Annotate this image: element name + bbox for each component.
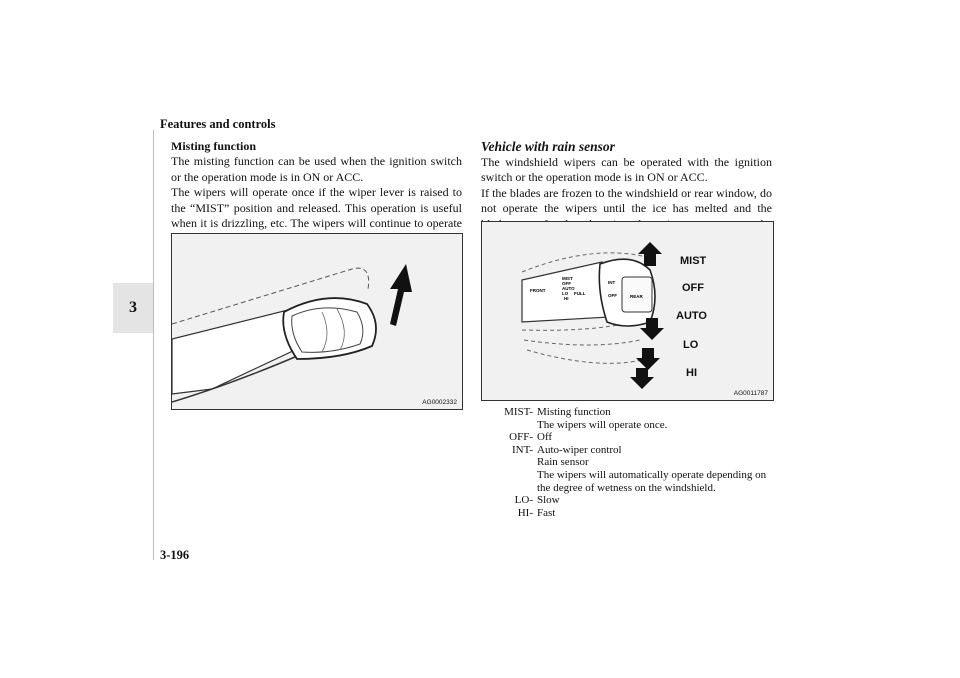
legend-text: Off <box>537 431 553 444</box>
position-label-off: OFF <box>682 282 704 294</box>
legend-text: Auto-wiper control <box>537 443 622 456</box>
wiper-switch-illustration <box>482 222 773 400</box>
switch-label-int: INT <box>608 280 616 285</box>
switch-label-auto: AUTO <box>562 286 575 291</box>
left-column <box>171 139 462 247</box>
position-label-mist: MIST <box>680 255 707 267</box>
figure-code-left: AG0002332 <box>422 399 457 406</box>
misting-paragraph-2: The wipers will operate once if the wiper lever is raised to the “MIST” position and released. This operation is useful when it is drizzling, etc. The wipers will continue to operate <box>171 185 462 231</box>
legend-row-off <box>481 431 772 444</box>
switch-label-off: OFF <box>562 281 571 286</box>
legend-row-hi <box>481 507 772 520</box>
position-label-auto: AUTO <box>676 310 707 322</box>
switch-label-off2: OFF <box>608 293 617 298</box>
legend-key: OFF- <box>509 431 533 444</box>
legend-row-int <box>481 444 772 494</box>
legend-key: MIST- <box>504 406 533 418</box>
misting-paragraph-1: The misting function can be used when the ignition switch or the operation mode is in ON or ACC. <box>171 154 462 184</box>
page-number: 3-196 <box>160 548 190 562</box>
legend-row-mist <box>481 406 772 431</box>
switch-label-mist: MIST <box>562 276 573 281</box>
legend-text: Slow <box>537 494 560 507</box>
figure-code-right: AG0011787 <box>733 390 768 397</box>
switch-label-front: FRONT <box>530 288 546 293</box>
legend-key: HI- <box>517 506 533 519</box>
switch-label-hi: HI <box>564 296 569 301</box>
rain-sensor-paragraph-2: If the blades are frozen to the windshield or rear window, do not operate the wipers until the ice has melted and the <box>481 185 772 216</box>
wiper-lever-figure <box>171 233 463 410</box>
legend-row-lo <box>481 494 772 507</box>
position-label-hi: HI <box>686 367 697 379</box>
legend-text: The wipers will operate once. <box>537 418 668 431</box>
switch-label-rear: REAR <box>630 294 643 299</box>
legend-text: Misting function <box>537 406 611 418</box>
legend-text: The wipers will automatically operate depending on the degree of wetness on the windshield. <box>537 468 767 494</box>
position-legend <box>481 406 772 519</box>
switch-label-full: FULL <box>574 291 586 296</box>
chapter-divider <box>153 130 154 560</box>
legend-text: Rain sensor <box>537 456 589 469</box>
rain-sensor-heading: Vehicle with rain sensor <box>481 139 615 154</box>
rain-sensor-paragraph-1: The windshield wipers can be operated with the ignition switch or the operation mode is in ON or ACC. <box>481 155 772 185</box>
position-label-lo: LO <box>683 339 699 351</box>
switch-label-lo: LO <box>562 291 569 296</box>
section-header: Features and controls <box>160 117 276 131</box>
legend-key: INT- <box>512 443 533 456</box>
wiper-lever-illustration <box>172 234 462 409</box>
wiper-switch-figure <box>481 221 774 401</box>
legend-key: LO- <box>514 494 533 507</box>
chapter-tab: 3 <box>113 283 153 333</box>
legend-text: Fast <box>537 506 556 519</box>
misting-heading: Misting function <box>171 139 257 153</box>
